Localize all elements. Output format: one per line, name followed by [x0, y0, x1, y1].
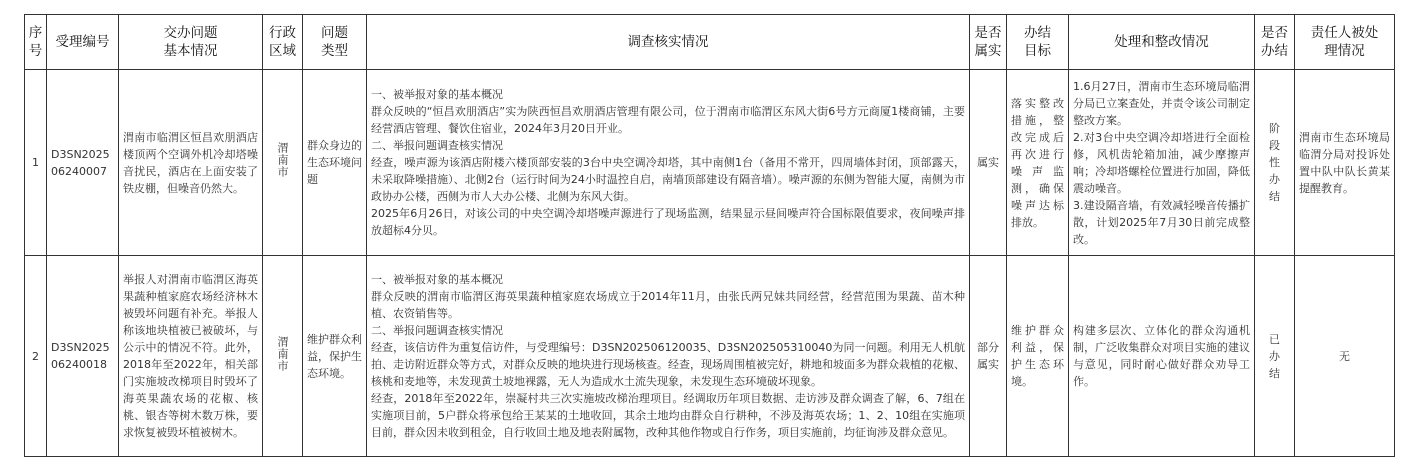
header-is-closed: 是否办结 [1255, 15, 1295, 70]
cell-issue: 举报人对渭南市临渭区海英果蔬种植家庭农场经济林木被毁坏问题有补充。举报人称该地块植被已被破坏，与公示中的情况不符。此外，2018年至2022年，相关部门实施坡改梯项目时毁坏了海英果蔬农场的花椒、核桃、银杏等树木数万株，要求恢复被毁坏植被树木。 [119, 256, 263, 457]
report-table [24, 14, 1395, 457]
cell-investigation: 一、被举报对象的基本概况 群众反映的渭南市临渭区海英果蔬种植家庭农场成立于2014年11月，由张氏两兄妹共同经营，经营范围为果蔬、苗木种植、农资销售等。 二、举报问题调查核实情况 经查，该信访件为重复信访件，与受理编号：D3SN202506120035、D3SN202505310040为同一问题。利用无人机航拍、走访附近群众等方式，对群众反映的地块进行现场核查。经查，现场周围植被完好，耕地和坡面多为群众栽植的花椒、核桃和麦地等，未发现黄土坡地裸露，无人为造成水土流失现象，未发现生态环境破坏现象。 经查，2018年至2022年，崇凝村共三次实施坡改梯治理项目。经调取历年项目数据、走访涉及群众调查了解，6、7组在实施项目前，5户群众将承包给王某某的土地收回，其余土地均由群众自行耕种，不涉及海英农场；1、2、10组在实施项目前，群众因未收到租金，自行收回土地及地表附属物，改种其他作物或自行作务，项目实施前，均征询涉及群众意见。 [367, 256, 970, 457]
header-region: 行政区域 [263, 15, 303, 70]
cell-accountability: 无 [1295, 256, 1395, 457]
header-issue: 交办问题 基本情况 [119, 15, 263, 70]
cell-seq: 2 [25, 256, 47, 457]
cell-seq: 1 [25, 70, 47, 256]
header-goal: 办结目标 [1007, 15, 1069, 70]
cell-issue-type: 群众身边的生态环境问题 [303, 70, 367, 256]
cell-investigation: 一、被举报对象的基本概况 群众反映的“恒昌欢朋酒店”实为陕西恒昌欢朋酒店管理有限公司，位于渭南市临渭区东风大街6号方元商厦1楼商铺，主要经营酒店管理、餐饮住宿业，2024年3月20日开业。 二、举报问题调查核实情况 经查，噪声源为该酒店附楼六楼顶部安装的3台中央空调冷却塔，其中南侧1台（备用不常开，四周墙体封闭，顶部露天，未采取降噪措施）、北侧2台（运行时间为24小时温控自启，南墙顶部建设有隔音墙）。噪声源的东侧为智能大厦，南侧为市政协办公楼，西侧为市人大办公楼、北侧为东风大街。 2025年6月26日，对该公司的中央空调冷却塔噪声源进行了现场监测，结果显示昼间噪声符合国标限值要求，夜间噪声排放超标4分贝。 [367, 70, 970, 256]
header-accountability: 责任人被处理情况 [1295, 15, 1395, 70]
cell-issue: 渭南市临渭区恒昌欢朋酒店楼顶两个空调外机冷却塔噪音扰民，酒店在上面安装了铁皮棚，但噪音仍然大。 [119, 70, 263, 256]
header-issue-type: 问题类型 [303, 15, 367, 70]
cell-issue-type: 维护群众利益，保护生态环境。 [303, 256, 367, 457]
table-row [25, 256, 1395, 457]
header-row [25, 15, 1395, 70]
cell-is-true: 属实 [970, 70, 1007, 256]
cell-acceptance-no: D3SN202506240018 [47, 256, 119, 457]
cell-acceptance-no: D3SN202506240007 [47, 70, 119, 256]
cell-is-true: 部分属实 [970, 256, 1007, 457]
cell-accountability: 渭南市生态环境局临渭分局对投诉处置中队中队长黄某提醒教育。 [1295, 70, 1395, 256]
header-acceptance-no: 受理编号 [47, 15, 119, 70]
cell-region: 渭南市 [263, 256, 303, 457]
cell-is-closed: 阶段性办结 [1255, 70, 1295, 256]
cell-is-closed: 已办结 [1255, 256, 1295, 457]
header-investigation: 调查核实情况 [367, 15, 970, 70]
header-seq: 序号 [25, 15, 47, 70]
table-row [25, 70, 1395, 256]
header-is-true: 是否属实 [970, 15, 1007, 70]
cell-region: 渭南市 [263, 70, 303, 256]
cell-handling: 1.6月27日，渭南市生态环境局临渭分局已立案查处，并责令该公司制定整改方案。 2.对3台中央空调冷却塔进行全面检修，风机齿轮箱加油，减少摩擦声响；冷却塔螺栓位置进行加固，降低震动噪音。 3.建设隔音墙，有效减轻噪音传播扩散，计划2025年7月30日前完成整改。 [1069, 70, 1255, 256]
cell-goal: 维护群众利益，保护生态环境。 [1007, 256, 1069, 457]
cell-goal: 落实整改措施，整改完成后再次进行噪声监测，确保噪声达标排放。 [1007, 70, 1069, 256]
cell-handling: 构建多层次、立体化的群众沟通机制，广泛收集群众对项目实施的建议与意见，同时耐心做好群众劝导工作。 [1069, 256, 1255, 457]
header-handling: 处理和整改情况 [1069, 15, 1255, 70]
